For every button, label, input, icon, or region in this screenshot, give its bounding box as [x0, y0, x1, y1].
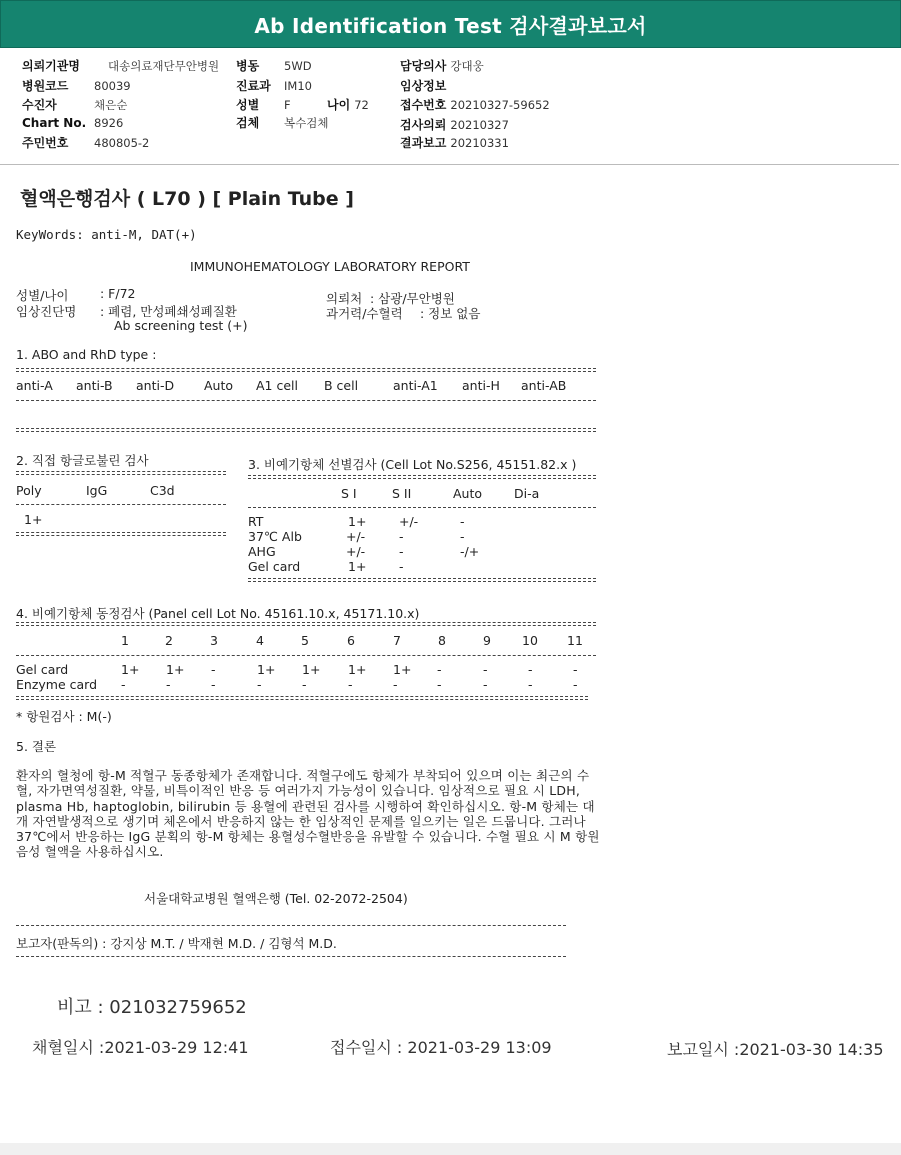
- sex-field: [236, 96, 291, 113]
- screen-col-auto: Auto: [453, 486, 483, 501]
- report-title: Ab Identification Test 검사결과보고서: [0, 0, 901, 48]
- report-date-field: [400, 134, 509, 151]
- chart-no-field: [22, 116, 123, 130]
- screen-row-label: 37℃ Alb: [248, 529, 302, 544]
- panel-cell: -: [211, 677, 216, 692]
- divider: [16, 504, 226, 505]
- specimen-field: [236, 114, 328, 131]
- divider: [16, 956, 566, 957]
- screen-cell: +/-: [399, 514, 419, 529]
- field-label: 검체: [236, 116, 260, 130]
- divider: [16, 925, 566, 926]
- field-label: Chart No.: [22, 116, 87, 130]
- history-value: : 정보 없음: [420, 306, 481, 321]
- field-value: 20210327-59652: [450, 98, 550, 112]
- panel-cell: 1+: [166, 662, 185, 677]
- screen-row-label: AHG: [248, 544, 276, 559]
- screen-cell: +/-: [346, 529, 366, 544]
- field-label: 임상정보: [400, 79, 447, 93]
- field-label: 담당의사: [400, 59, 447, 73]
- panel-row-label: Gel card: [16, 662, 69, 677]
- divider: [248, 578, 596, 582]
- antigen-result: * 항원검사 : M(-): [16, 709, 112, 724]
- abo-col-auto: Auto: [204, 378, 234, 393]
- conclusion-title: 5. 결론: [16, 739, 57, 754]
- referrer-label: 의뢰처: [326, 291, 363, 306]
- divider: [248, 507, 596, 508]
- screen-cell: -: [399, 529, 404, 544]
- panel-col: 4: [256, 633, 264, 648]
- divider: [16, 655, 596, 656]
- field-label: 의뢰기관명: [22, 59, 80, 73]
- screen-cell: 1+: [348, 559, 367, 574]
- panel-col: 11: [567, 633, 583, 648]
- field-value: 강대웅: [450, 59, 484, 73]
- field-label: 나이: [327, 98, 351, 112]
- field-value: 채은순: [94, 98, 128, 112]
- diagnosis-label: 임상진단명: [16, 304, 77, 319]
- dat-col-poly: Poly: [16, 483, 42, 498]
- panel-cell: -: [302, 677, 307, 692]
- abo-col-a1-cell: A1 cell: [256, 378, 298, 393]
- screen-col-s1: S I: [341, 486, 357, 501]
- screen-cell: 1+: [348, 514, 367, 529]
- panel-col: 5: [301, 633, 309, 648]
- field-label: 성별: [236, 98, 260, 112]
- divider: [16, 368, 596, 372]
- panel-cell: -: [393, 677, 398, 692]
- panel-col: 7: [393, 633, 401, 648]
- remark-label: 비고 :: [57, 997, 104, 1018]
- field-value: IM10: [284, 79, 312, 93]
- divider: [16, 696, 588, 700]
- screen-col-s2: S II: [392, 486, 412, 501]
- report-value: 2021-03-30 14:35: [739, 1040, 884, 1059]
- collection-value: 2021-03-29 12:41: [104, 1038, 249, 1057]
- institution-field: [22, 57, 219, 74]
- panel-cell: 1+: [348, 662, 367, 677]
- field-value: 대송의료재단무안병원: [108, 59, 220, 73]
- hospital-code-field: [22, 77, 131, 94]
- divider: [16, 428, 596, 432]
- abo-col-anti-a1: anti-A1: [393, 378, 438, 393]
- lab-report-title: IMMUNOHEMATOLOGY LABORATORY REPORT: [190, 259, 470, 274]
- panel-cell: -: [166, 677, 171, 692]
- department-field: [236, 77, 312, 94]
- panel-cell: -: [528, 677, 533, 692]
- report-time: [667, 1037, 884, 1060]
- panel-cell: -: [437, 662, 442, 677]
- panel-col: 6: [347, 633, 355, 648]
- divider: [16, 532, 226, 536]
- reporter: 보고자(판독의) : 강지상 M.T. / 박재현 M.D. / 김형석 M.D.: [16, 936, 337, 951]
- diagnosis-value: : 폐렴, 만성폐쇄성폐질환: [100, 304, 237, 319]
- panel-row-label: Enzyme card: [16, 677, 98, 692]
- screen-col-dia: Di-a: [514, 486, 540, 501]
- screening-title: 3. 비예기항체 선별검사 (Cell Lot No.S256, 45151.82.x ): [248, 457, 577, 472]
- divider: [248, 475, 596, 479]
- divider: [16, 471, 226, 475]
- screen-cell: -: [460, 529, 465, 544]
- age-field: [327, 96, 369, 113]
- field-label: 결과보고: [400, 136, 447, 150]
- abo-col-anti-h: anti-H: [462, 378, 500, 393]
- panel-col: 3: [210, 633, 218, 648]
- field-value: 480805-2: [94, 136, 150, 150]
- abo-col-anti-d: anti-D: [136, 378, 175, 393]
- panel-col: 9: [483, 633, 491, 648]
- panel-col: 2: [165, 633, 173, 648]
- field-value: 복수검체: [284, 116, 329, 130]
- patient-header: [0, 48, 899, 165]
- field-label: 검사의뢰: [400, 118, 447, 132]
- field-value: 72: [354, 98, 369, 112]
- history-label: 과거력/수혈력: [326, 306, 403, 321]
- abo-col-b-cell: B cell: [324, 378, 359, 393]
- section-title: 혈액은행검사 ( L70 ) [ Plain Tube ]: [20, 188, 354, 210]
- dat-col-igg: IgG: [86, 483, 108, 498]
- abo-col-anti-b: anti-B: [76, 378, 113, 393]
- field-label: 병동: [236, 59, 260, 73]
- abo-col-anti-ab: anti-AB: [521, 378, 567, 393]
- conclusion-text: 환자의 혈청에 항-M 적혈구 동종항체가 존재합니다. 적혈구에도 항체가 부착되어 있으며 이는 최근의 수혈, 자가면역성질환, 약물, 비특이적인 반응 등 여러가지 가능성이 있습니다. 임상적으로 필요 시 LDH, plasma Hb, haptoglobin, bilirubin 등 용혈에 관련된 검사를 시행하여 확인하십시오. 항-M 항체는 대개 자연발생적으로 생기며 체온에서 반응하지 않는 한 임상적인 문제를 일으키는 일은 드뭅니다. 그러나 37℃에서 반응하는 IgG 분획의 항-M 항체는 용혈성수혈반응을 유발할 수 있습니다. 수혈 필요 시 M 항원 음성 혈액을 사용하십시오.: [16, 768, 600, 860]
- sex-age-value: : F/72: [100, 286, 136, 301]
- screen-row-label: Gel card: [248, 559, 301, 574]
- dat-value-poly: 1+: [24, 512, 43, 527]
- dat-col-c3d: C3d: [150, 483, 175, 498]
- remark: [57, 993, 247, 1019]
- panel-cell: -: [348, 677, 353, 692]
- collection-time: [32, 1035, 249, 1058]
- panel-cell: -: [483, 662, 488, 677]
- patient-field: [22, 96, 127, 113]
- panel-cell: -: [121, 677, 126, 692]
- field-label: 접수번호: [400, 98, 447, 112]
- receipt-no-field: [400, 96, 550, 113]
- panel-cell: -: [573, 677, 578, 692]
- receipt-label: 접수일시 :: [330, 1038, 403, 1057]
- panel-cell: 1+: [257, 662, 276, 677]
- panel-col: 8: [438, 633, 446, 648]
- abo-title: 1. ABO and RhD type :: [16, 347, 157, 362]
- referrer-value: : 삼광/무안병원: [370, 291, 455, 306]
- collection-label: 채혈일시 :: [32, 1038, 105, 1057]
- screen-cell: +/-: [346, 544, 366, 559]
- keywords: KeyWords: anti-M, DAT(+): [16, 227, 197, 242]
- panel-cell: -: [573, 662, 578, 677]
- panel-cell: 1+: [393, 662, 412, 677]
- receipt-value: 2021-03-29 13:09: [407, 1038, 552, 1057]
- panel-cell: 1+: [121, 662, 140, 677]
- resident-no-field: [22, 134, 149, 151]
- panel-cell: -: [211, 662, 216, 677]
- divider: [16, 400, 596, 401]
- abo-col-anti-a: anti-A: [16, 378, 53, 393]
- field-value: 8926: [94, 116, 124, 130]
- field-label: 병원코드: [22, 79, 69, 93]
- blood-bank-contact: 서울대학교병원 혈액은행 (Tel. 02-2072-2504): [144, 891, 408, 906]
- request-date-field: [400, 116, 509, 133]
- panel-col: 10: [522, 633, 538, 648]
- screen-cell: -/+: [460, 544, 480, 559]
- field-value: F: [284, 98, 291, 112]
- panel-cell: -: [437, 677, 442, 692]
- dat-title: 2. 직접 항글로불린 검사: [16, 453, 149, 468]
- screen-cell: -: [399, 544, 404, 559]
- field-value: 80039: [94, 79, 131, 93]
- bottom-strip: [0, 1143, 901, 1155]
- report-label: 보고일시 :: [667, 1040, 740, 1059]
- field-label: 주민번호: [22, 136, 69, 150]
- divider: [16, 622, 596, 626]
- field-label: 진료과: [236, 79, 271, 93]
- field-value: 20210327: [450, 118, 509, 132]
- panel-cell: 1+: [302, 662, 321, 677]
- ward-field: [236, 57, 312, 74]
- field-value: 5WD: [284, 59, 312, 73]
- doctor-field: [400, 57, 484, 74]
- screen-row-label: RT: [248, 514, 264, 529]
- panel-title: 4. 비예기항체 동정검사 (Panel cell Lot No. 45161.10.x, 45171.10.x): [16, 606, 420, 621]
- panel-cell: -: [528, 662, 533, 677]
- clinical-info-field: [400, 77, 450, 94]
- screen-cell: -: [399, 559, 404, 574]
- field-value: 20210331: [450, 136, 509, 150]
- field-label: 수진자: [22, 98, 57, 112]
- panel-cell: -: [257, 677, 262, 692]
- remark-value: 021032759652: [109, 997, 247, 1018]
- panel-col: 1: [121, 633, 129, 648]
- panel-cell: -: [483, 677, 488, 692]
- diagnosis-value-2: Ab screening test (+): [114, 318, 248, 333]
- receipt-time: [330, 1035, 552, 1058]
- screen-cell: -: [460, 514, 465, 529]
- sex-age-label: 성별/나이: [16, 288, 69, 303]
